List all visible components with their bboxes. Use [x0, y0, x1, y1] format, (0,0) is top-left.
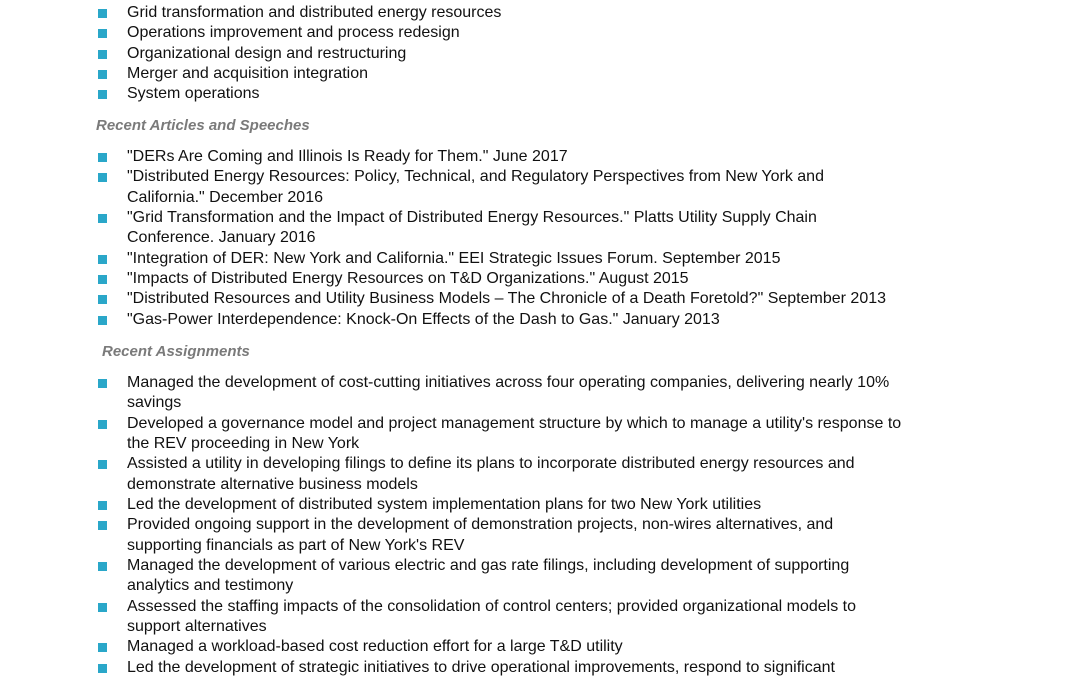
list-item — [0, 167, 886, 208]
square-bullet-icon — [98, 420, 107, 429]
square-bullet-icon — [98, 29, 107, 38]
list-item — [0, 249, 886, 269]
square-bullet-icon — [98, 214, 107, 223]
expertise-list — [0, 3, 501, 105]
list-item — [0, 454, 901, 495]
list-item — [0, 147, 886, 167]
square-bullet-icon — [98, 9, 107, 18]
list-item-text: Organizational design and restructuring — [127, 44, 407, 62]
list-item-text: savings — [127, 394, 182, 412]
list-item-text: "DERs Are Coming and Illinois Is Ready for Them." June 2017 — [127, 148, 568, 165]
list-item-text: "Grid Transformation and the Impact of Distributed Energy Resources." Platts Utility Supply Chain — [127, 209, 817, 227]
square-bullet-icon — [98, 255, 107, 264]
list-item — [0, 23, 501, 43]
list-item-text: Merger and acquisition integration — [127, 65, 369, 83]
list-item — [0, 64, 501, 84]
square-bullet-icon — [98, 153, 107, 162]
square-bullet-icon — [98, 50, 107, 59]
list-item — [0, 269, 886, 289]
list-item — [0, 373, 901, 414]
list-item — [0, 495, 901, 515]
list-item-text: support alternatives — [127, 618, 267, 636]
square-bullet-icon — [98, 70, 107, 79]
square-bullet-icon — [98, 521, 107, 530]
assignments-heading: Recent Assignments — [102, 343, 250, 360]
list-item-text: "Impacts of Distributed Energy Resources on T&D Organizations." August 2015 — [127, 270, 689, 288]
list-item — [0, 556, 901, 597]
square-bullet-icon — [98, 603, 107, 612]
square-bullet-icon — [98, 295, 107, 304]
list-item — [0, 44, 501, 64]
list-item — [0, 597, 901, 638]
square-bullet-icon — [98, 460, 107, 469]
square-bullet-icon — [98, 90, 107, 99]
list-item-text: demonstrate alternative business models — [127, 475, 418, 493]
list-item-text: Managed a workload-based cost reduction effort for a large T&D utility — [127, 638, 623, 656]
square-bullet-icon — [98, 562, 107, 571]
list-item-text: the REV proceeding in New York — [127, 435, 360, 453]
list-item-text: analytics and testimony — [127, 577, 294, 595]
list-item-text: Led the development of distributed system implementation plans for two New York utilities — [127, 496, 762, 514]
list-item — [0, 414, 901, 455]
square-bullet-icon — [98, 316, 107, 325]
list-item-text: Grid transformation and distributed energy resources — [127, 4, 502, 21]
list-item-text: "Distributed Resources and Utility Business Models – The Chronicle of a Death Foretold?" September 2013 — [127, 290, 887, 308]
list-item-text: Managed the development of cost-cutting initiatives across four operating companies, delivering nearly 10% — [127, 374, 890, 391]
list-item-text: "Gas-Power Interdependence: Knock-On Effects of the Dash to Gas." January 2013 — [127, 310, 720, 328]
articles-list — [0, 147, 886, 330]
list-item — [0, 310, 886, 330]
list-item-text: California." December 2016 — [127, 188, 323, 206]
list-item-text: Managed the development of various electric and gas rate filings, including development of supporting — [127, 557, 850, 575]
square-bullet-icon — [98, 379, 107, 388]
list-item — [0, 515, 901, 556]
list-item-text: Led the development of strategic initiatives to drive operational improvements, respond to significant — [127, 658, 835, 676]
list-item-text: System operations — [127, 85, 260, 103]
list-item-text: Developed a governance model and project management structure by which to manage a utility's response to — [127, 414, 902, 432]
articles-heading: Recent Articles and Speeches — [96, 117, 310, 134]
list-item — [0, 84, 501, 104]
list-item-text: supporting financials as part of New York's REV — [127, 536, 465, 554]
list-item-text: Conference. January 2016 — [127, 229, 316, 247]
list-item — [0, 289, 886, 309]
square-bullet-icon — [98, 275, 107, 284]
square-bullet-icon — [98, 501, 107, 510]
list-item-text: Assisted a utility in developing filings to define its plans to incorporate distributed energy resources and — [127, 455, 855, 473]
square-bullet-icon — [98, 643, 107, 652]
list-item — [0, 3, 501, 23]
list-item-text: Provided ongoing support in the development of demonstration projects, non-wires alternatives, and — [127, 516, 834, 534]
list-item-text: "Distributed Energy Resources: Policy, Technical, and Regulatory Perspectives from New York and — [127, 168, 824, 186]
square-bullet-icon — [98, 664, 107, 673]
list-item — [0, 637, 901, 657]
list-item-text: Operations improvement and process redesign — [127, 24, 460, 42]
square-bullet-icon — [98, 173, 107, 182]
list-item — [0, 208, 886, 249]
list-item-text: "Integration of DER: New York and California." EEI Strategic Issues Forum. September 2015 — [127, 249, 781, 267]
assignments-list — [0, 373, 901, 678]
list-item-text: Assessed the staffing impacts of the consolidation of control centers; provided organizational models to — [127, 597, 857, 615]
